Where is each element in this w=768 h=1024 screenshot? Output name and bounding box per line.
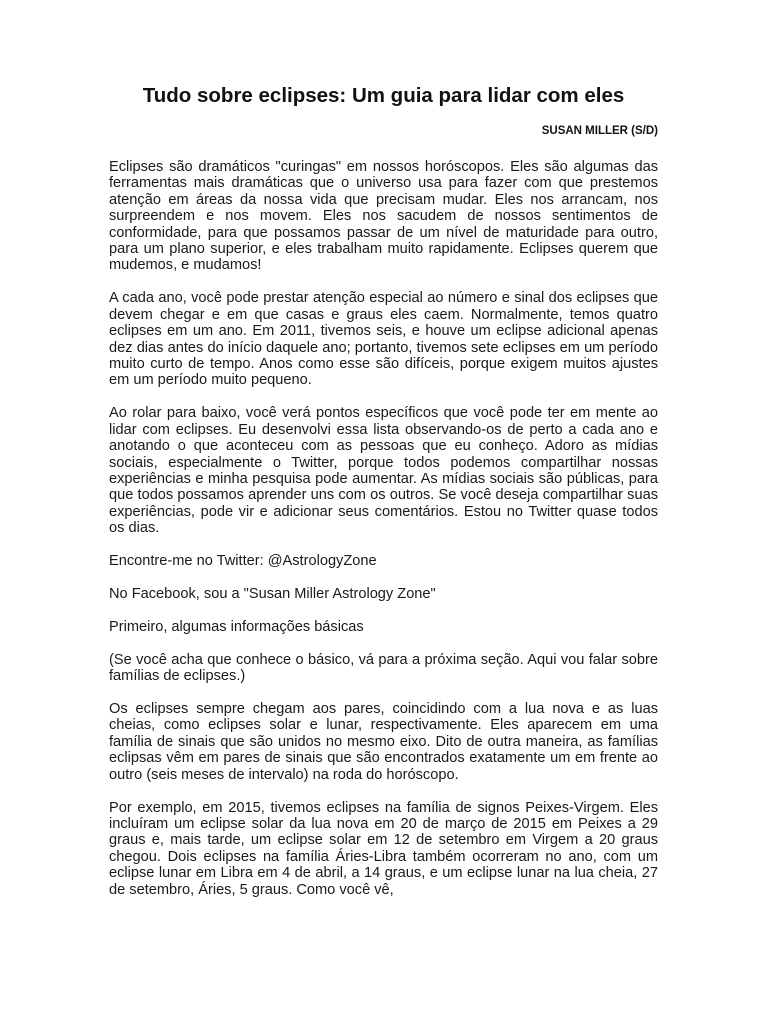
document-author: SUSAN MILLER (S/D) [541, 125, 658, 137]
document-body [109, 159, 658, 898]
paragraph-basics-note: (Se você acha que conhece o básico, vá para a próxima seção. Aqui vou falar sobre famílias de eclipses.) [109, 651, 658, 685]
paragraph-scroll-down: Ao rolar para baixo, você verá pontos específicos que você pode ter em mente ao lidar com eclipses. Eu desenvolvi essa lista observando-os de perto a cada ano e anotando o que aconteceu com as pessoas que eu conheço. Adoro as mídias sociais, especialmente o Twitter, porque todos podemos compartilhar nossas experiências e minha pesquisa pode aumentar. As mídias sociais são públicas, para que todos possamos aprender uns com os outros. Se você deseja compartilhar suas experiências, pode vir e adicionar seus comentários. Estou no Twitter quase todos os dias. [109, 405, 658, 537]
paragraph-yearly-eclipses: A cada ano, você pode prestar atenção especial ao número e sinal dos eclipses que devem chegar e em que casas e graus eles caem. Normalmente, temos quatro eclipses em um ano. Em 2011, tivemos seis, e houve um eclipse adicional apenas dez dias antes do início daquele ano; portanto, tivemos sete eclipses em um período muito curto de tempo. Anos como esse são difíceis, porque exigem muitos ajustes em um período muito pequeno. [109, 290, 658, 389]
paragraph-intro: Eclipses são dramáticos "curingas" em nossos horóscopos. Eles são algumas das ferramentas mais dramáticas que o universo usa para fazer com que prestemos atenção em áreas da nossa vida que precisam mudar. Eles nos arrancam, nos surpreendem e nos movem. Eles nos sacudem de nossos sentimentos de conformidade, para que possamos passar de um nível de maturidade para outro, para um plano superior, e eles trabalham muito rapidamente. Eclipses querem que mudemos, e mudamos! [109, 159, 658, 274]
document-page [109, 83, 658, 915]
paragraph-eclipse-pairs: Os eclipses sempre chegam aos pares, coincidindo com a lua nova e as luas cheias, como eclipses solar e lunar, respectivamente. Eles aparecem em uma família de sinais que são unidos no mesmo eixo. Dito de outra maneira, as famílias eclipsas vêm em pares de sinais que são encontrados exatamente um em frente ao outro (seis meses de intervalo) na roda do horóscopo. [109, 701, 658, 783]
document-title: Tudo sobre eclipses: Um guia para lidar com eles [142, 84, 625, 107]
paragraph-example-2015: Por exemplo, em 2015, tivemos eclipses na família de signos Peixes-Virgem. Eles incluíram um eclipse solar da lua nova em 20 de março de 2015 em Peixes a 29 graus e, mais tarde, um eclipse solar em 12 de setembro em Virgem a 20 graus chegou. Dois eclipses na família Áries-Libra também ocorreram no ano, com um eclipse lunar em Libra em 4 de abril, a 14 graus, e um eclipse lunar na lua cheia, 27 de setembro, Áries, 5 graus. Como você vê, [109, 799, 658, 898]
paragraph-twitter: Encontre-me no Twitter: @AstrologyZone [109, 553, 377, 570]
paragraph-facebook: No Facebook, sou a "Susan Miller Astrology Zone" [109, 585, 436, 602]
paragraph-basics-heading: Primeiro, algumas informações básicas [109, 618, 364, 635]
